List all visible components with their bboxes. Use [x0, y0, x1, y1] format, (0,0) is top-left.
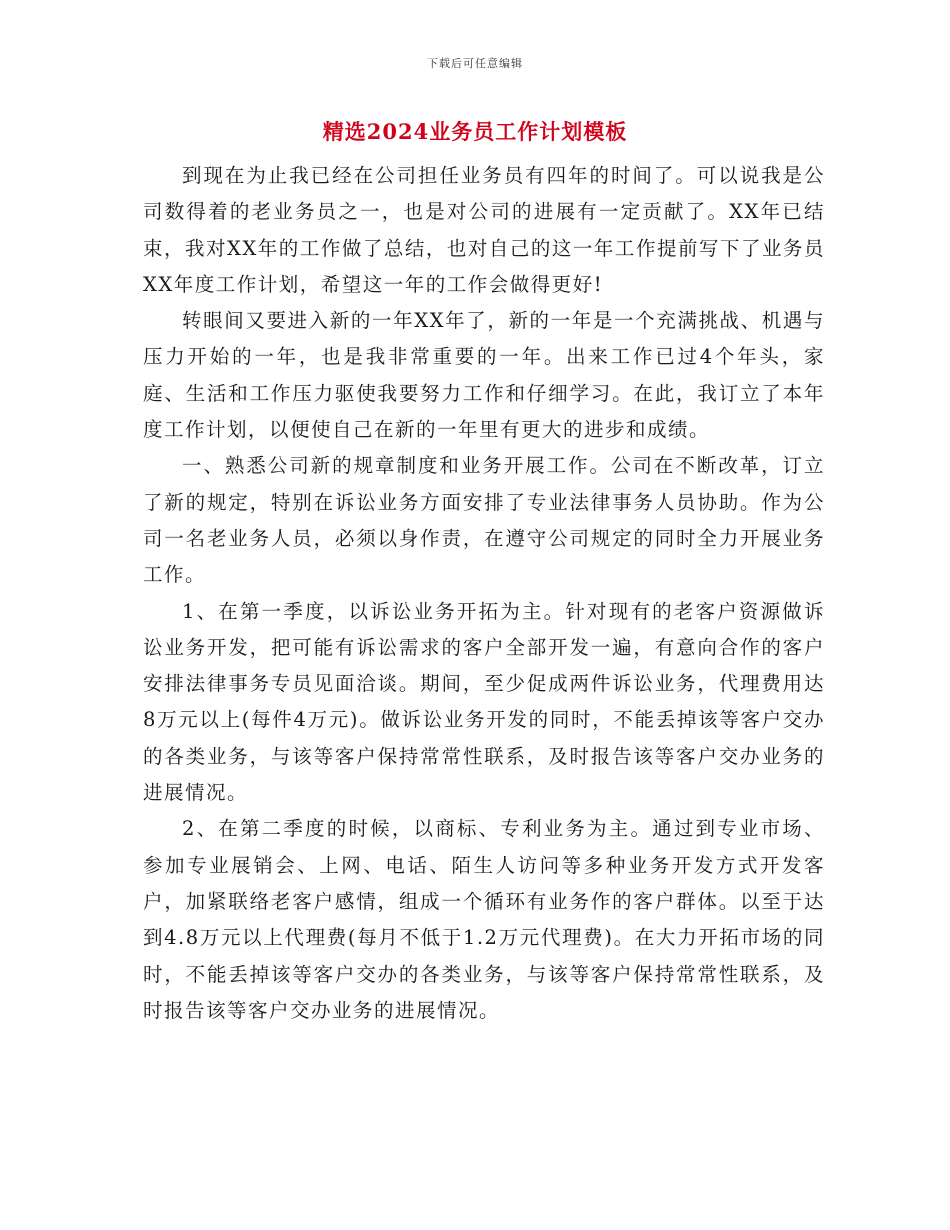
paragraph-q2-plan: 2、在第二季度的时候，以商标、专利业务为主。通过到专业市场、参加专业展销会、上网、电话、陌生人访问等多种业务开发方式开发客户，加紧联络老客户感情，组成一个循环有业务作的客户群体。以至于达到4.8万元以上代理费(每月不低于1.2万元代理费)。在大力开拓市场的同时，不能丢掉该等客户交办的各类业务，与该等客户保持常常性联系，及时报告该等客户交办业务的进展情况。 — [143, 817, 825, 1022]
paragraph-section-one: 一、熟悉公司新的规章制度和业务开展工作。公司在不断改革，订立了新的规定，特别在诉讼业务方面安排了专业法律事务人员协助。作为公司一名老业务人员，必须以身作责，在遵守公司规定的同时全力开展业务工作。 — [143, 454, 825, 587]
paragraph-intro: 到现在为止我已经在公司担任业务员有四年的时间了。可以说我是公司数得着的老业务员之一，也是对公司的进展有一定贡献了。XX年已结束，我对XX年的工作做了总结，也对自己的这一年工作提前写下了业务员XX年度工作计划，希望这一年的工作会做得更好! — [143, 164, 825, 296]
header-note: 下载后可任意编辑 — [427, 57, 523, 70]
paragraph-q1-plan: 1、在第一季度，以诉讼业务开拓为主。针对现有的老客户资源做诉讼业务开发，把可能有诉讼需求的客户全部开发一遍，有意向合作的客户安排法律事务专员见面洽谈。期间，至少促成两件诉讼业务，代理费用达8万元以上(每件4万元)。做诉讼业务开发的同时，不能丢掉该等客户交办的各类业务，与该等客户保持常常性联系，及时报告该等客户交办业务的进展情况。 — [143, 599, 825, 805]
paragraph-new-year: 转眼间又要进入新的一年XX年了，新的一年是一个充满挑战、机遇与压力开始的一年，也是我非常重要的一年。出来工作已过4个年头，家庭、生活和工作压力驱使我要努力工作和仔细学习。在此，我订立了本年度工作计划，以便使自己在新的一年里有更大的进步和成绩。 — [143, 309, 825, 442]
document-body — [143, 158, 825, 1029]
document-title: 精选2024业务员工作计划模板 — [322, 119, 628, 144]
